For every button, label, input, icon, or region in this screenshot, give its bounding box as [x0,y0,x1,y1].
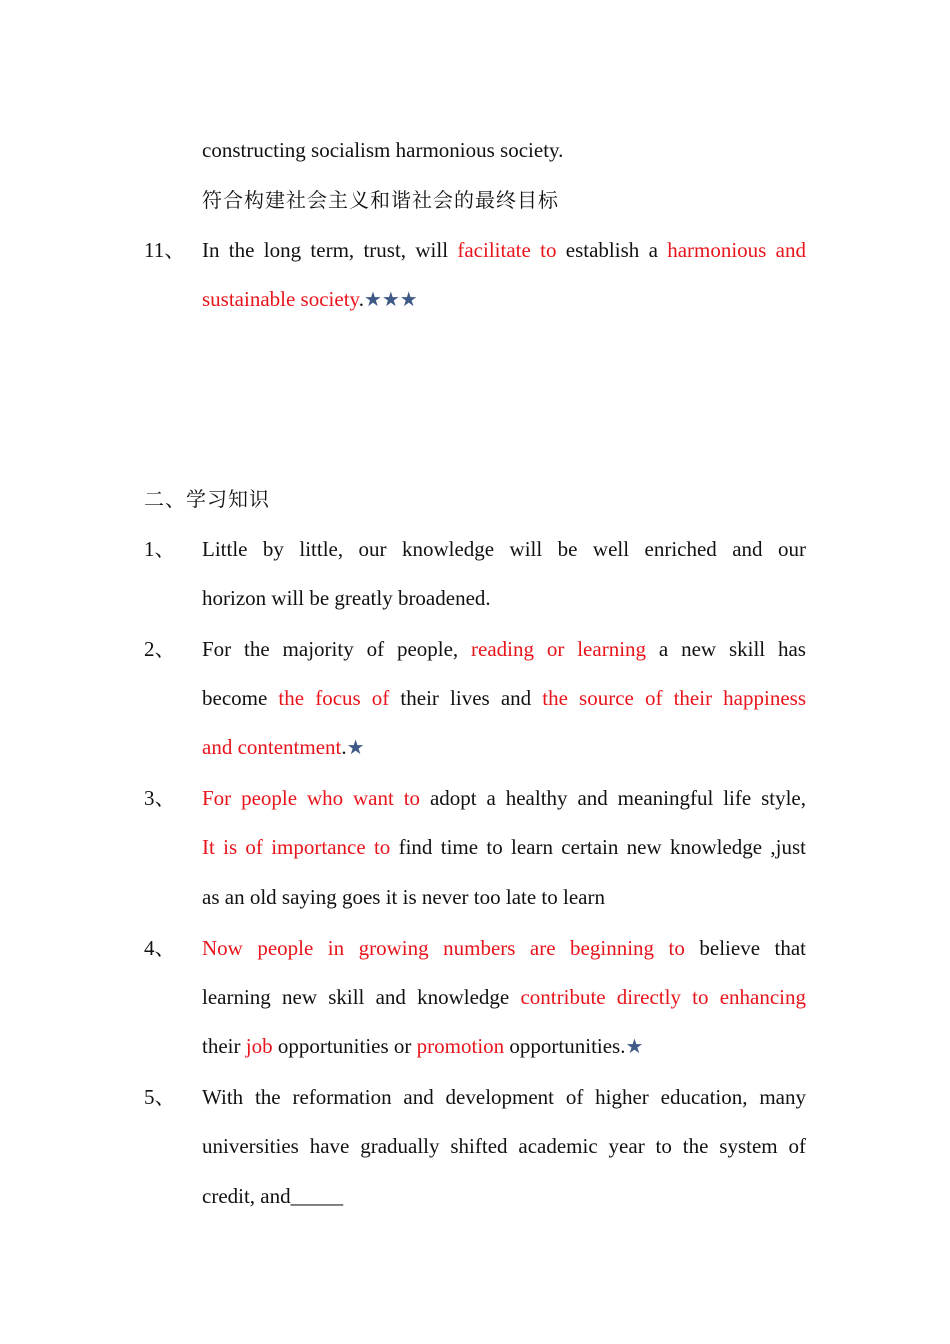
highlight-phrase: the focus of [278,686,390,710]
s5-line3: credit, and_____ [202,1184,344,1208]
highlight-phrase: facilitate to [457,238,557,262]
s5-line2: universities have gradually shifted academic year to the system of [202,1134,806,1158]
highlight-phrase: reading or learning [471,637,647,661]
highlight-phrase: It is of importance to [202,835,391,859]
star-rating-icon: ★★★ [363,287,418,311]
s5-line1: With the reformation and development of higher education, many [202,1085,806,1109]
item-number-2: 2、 [144,637,176,661]
s3-line1: For people who want to adopt a healthy and meaningful life style, [202,786,806,810]
item-number-4: 4、 [144,936,176,960]
highlight-phrase: the source of their happiness [542,686,807,710]
item10-line: constructing socialism harmonious society. [202,138,564,162]
s2-line2: become the focus of their lives and the source of their happiness [202,686,807,710]
s1-line2: horizon will be greatly broadened. [202,586,491,610]
highlight-phrase: and contentment [202,735,342,759]
s4-line2: learning new skill and knowledge contribute directly to enhancing [202,985,806,1009]
item-number-3: 3、 [144,786,176,810]
item10-chinese-translation: 符合构建社会主义和谐社会的最终目标 [202,188,559,212]
highlight-phrase: For people who want to [202,786,421,810]
highlight-phrase: sustainable society [202,287,359,311]
highlight-phrase: promotion [416,1034,505,1058]
s3-line3: as an old saying goes it is never too late to learn [202,885,605,909]
s2-line1: For the majority of people, reading or learning a new skill has [202,637,806,661]
highlight-phrase: Now people in growing numbers are beginning to [202,936,685,960]
s2-line3: and contentment.★ [202,735,365,759]
item-number-11: 11、 [144,238,186,262]
s3-line2: It is of importance to find time to learn certain new knowledge ,just [202,835,806,859]
item11-line1: In the long term, trust, will facilitate to establish a harmonious and [202,238,806,262]
s4-line3: their job opportunities or promotion opportunities.★ [202,1034,644,1058]
s4-line1: Now people in growing numbers are beginning to believe that [202,936,807,960]
highlight-phrase: job [245,1034,273,1058]
s1-line1: Little by little, our knowledge will be well enriched and our [202,537,806,561]
section-heading: 二、学习知识 [144,487,270,511]
item11-line2: sustainable society.★★★ [202,287,418,311]
star-rating-icon: ★ [346,735,365,759]
star-rating-icon: ★ [625,1034,644,1058]
item-number-5: 5、 [144,1085,176,1109]
highlight-phrase: harmonious and [667,238,806,262]
item-number-1: 1、 [144,537,176,561]
highlight-phrase: contribute directly to enhancing [520,985,806,1009]
